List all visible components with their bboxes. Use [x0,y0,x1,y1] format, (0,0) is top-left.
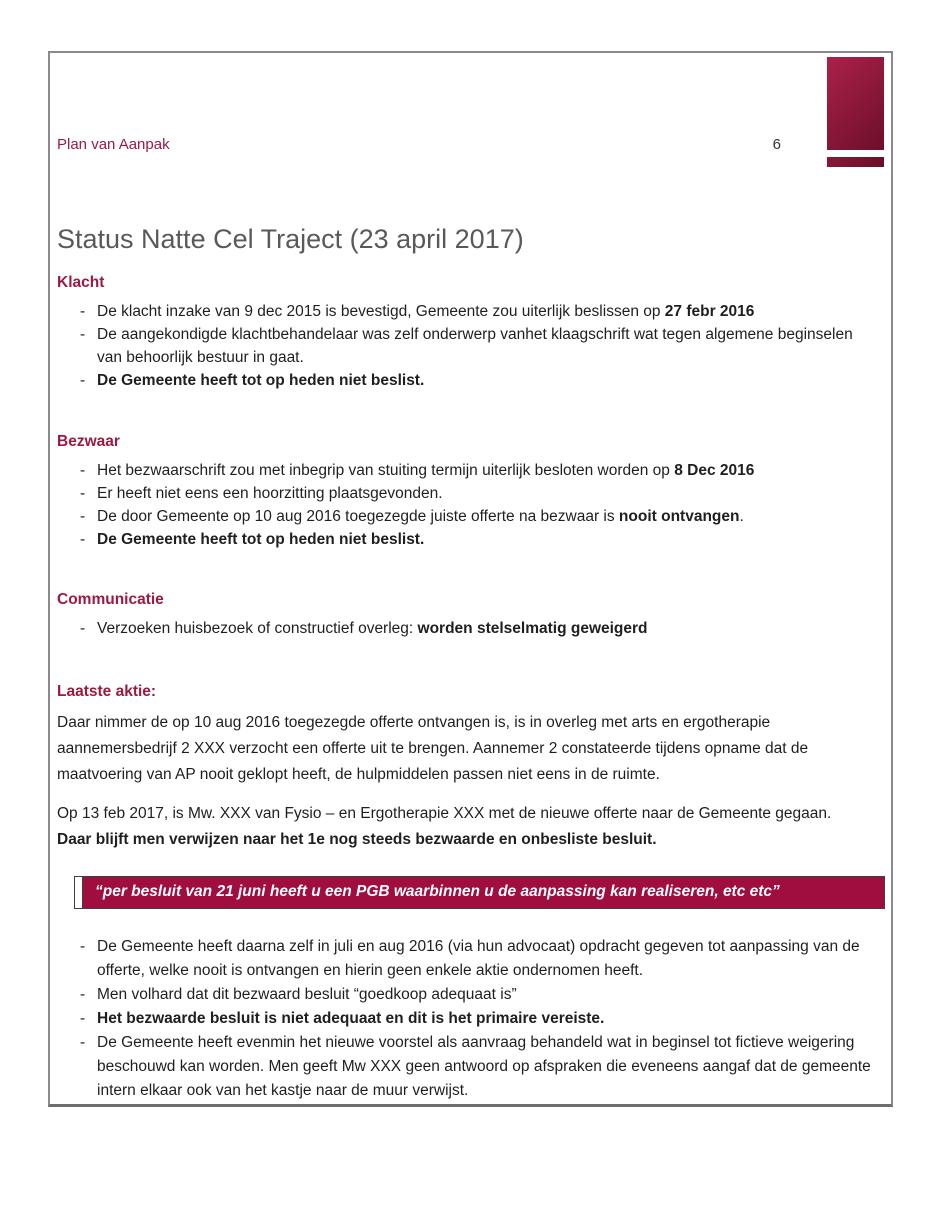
bold-text-segment: Het bezwaarde besluit is niet adequaat en dit is het primaire vereiste. [97,1010,605,1027]
bullet-dash-marker: - [80,303,86,320]
bullet-dash-marker: - [80,620,86,637]
paragraph-13-feb [57,801,885,853]
quote-block [74,876,885,909]
list-item [57,935,885,983]
bold-text-segment: worden stelselmatig geweigerd [417,620,648,637]
list-item [57,528,885,551]
bold-text-segment: De Gemeente heeft tot op heden niet beslist. [97,531,425,548]
section-heading-laatste-aktie: Laatste aktie: [57,683,157,700]
list-item [57,983,885,1007]
bullet-list-bezwaar [57,459,885,551]
list-item [57,369,885,392]
document-page [48,51,893,1107]
bullet-dash-marker: - [80,508,86,525]
bullet-list-klacht [57,300,885,392]
bullet-dash-marker: - [80,485,86,502]
text-segment: De door Gemeente op 10 aug 2016 toegezegde juiste offerte na bezwaar is [97,508,619,525]
document-title: Status Natte Cel Traject (23 april 2017) [57,224,524,254]
paragraph-13-feb-text: Op 13 feb 2017, is Mw. XXX van Fysio – en Ergotherapie XXX met de nieuwe offerte naar de Gemeente gegaan. [57,805,832,822]
bullet-text [97,459,885,482]
bullet-dash-marker: - [80,986,86,1003]
bullet-text [97,617,885,640]
text-segment: De klacht inzake van 9 dec 2015 is bevestigd, Gemeente zou uiterlijk beslissen op [97,303,665,320]
bullet-text [97,369,885,392]
section-heading-communicatie: Communicatie [57,591,164,608]
page-number: 6 [772,136,781,153]
bullet-text [97,935,885,983]
bullet-text [97,323,885,369]
text-segment: De Gemeente heeft evenmin het nieuwe voorstel als aanvraag behandeld wat in beginsel tot fictieve weigering beschouwd kan worden. Men geeft Mw XXX geen antwoord op afspraken die eveneens aangaf dat de gemeente intern elkaar ook van het kastje naar de muur verwijst. [97,1034,871,1099]
section-heading-bezwaar: Bezwaar [57,433,120,450]
bullet-text [97,983,885,1007]
bullet-dash-marker: - [80,372,86,389]
text-segment: Men volhard dat dit bezwaard besluit “goedkoop adequaat is” [97,986,517,1003]
list-item [57,617,885,640]
list-item [57,459,885,482]
list-item [57,300,885,323]
page-header [57,135,884,155]
list-item [57,1007,885,1031]
bullet-list-communicatie [57,617,885,640]
text-segment: De aangekondigde klachtbehandelaar was zelf onderwerp vanhet klaagschrift wat tegen algemene beginselen van behoorlijk bestuur in gaat. [97,326,853,366]
bullet-text [97,505,885,528]
bullet-text [97,482,885,505]
text-segment: Er heeft niet eens een hoorzitting plaatsgevonden. [97,485,443,502]
list-item [57,323,885,369]
bullet-dash-marker: - [80,531,86,548]
text-segment: De Gemeente heeft daarna zelf in juli en aug 2016 (via hun advocaat) opdracht gegeven tot aanpassing van de offerte, welke nooit is ontvangen en hierin geen enkele aktie ondernomen heeft. [97,938,860,979]
bullet-dash-marker: - [80,938,86,955]
bullet-dash-marker: - [80,1034,86,1051]
section-heading-klacht: Klacht [57,274,105,291]
bold-text-segment: De Gemeente heeft tot op heden niet beslist. [97,372,425,389]
bullet-list-laatste-aktie [57,935,885,1103]
bullet-dash-marker: - [80,1010,86,1027]
bold-text-segment: nooit ontvangen [618,508,740,525]
quote-text: “per besluit van 21 juni heeft u een PGB waarbinnen u de aanpassing kan realiseren, etc etc” [83,877,884,908]
bullet-text [97,300,885,323]
bullet-text [97,1031,885,1103]
list-item [57,1031,885,1103]
bold-text-segment: 27 febr 2016 [664,303,755,320]
bullet-text [97,528,885,551]
list-item [57,505,885,528]
bold-text-segment: 8 Dec 2016 [674,462,755,479]
bullet-dash-marker: - [80,462,86,479]
corner-decoration-bar [827,157,884,167]
paragraph-offerte: Daar nimmer de op 10 aug 2016 toegezegde offerte ontvangen is, is in overleg met arts en ergotherapie aannemersbedrijf 2 XXX verzocht een offerte uit te brengen. Aannemer 2 constateerde tijdens opname dat de maatvoering van AP nooit geklopt heeft, de hulpmiddelen passen niet eens in de ruimte. [57,714,809,783]
text-segment: . [739,508,744,525]
list-item [57,482,885,505]
text-segment: Verzoeken huisbezoek of constructief overleg: [97,620,418,637]
quote-left-margin-strip [75,877,83,908]
paragraph-13-feb-bold-text: Daar blijft men verwijzen naar het 1e nog steeds bezwaarde en onbesliste besluit. [57,831,657,848]
text-segment: Het bezwaarschrift zou met inbegrip van stuiting termijn uiterlijk besloten worden op [97,462,675,479]
document-label: Plan van Aanpak [57,136,170,153]
bullet-text [97,1007,885,1031]
bullet-dash-marker: - [80,326,86,343]
page-content [50,224,891,1103]
